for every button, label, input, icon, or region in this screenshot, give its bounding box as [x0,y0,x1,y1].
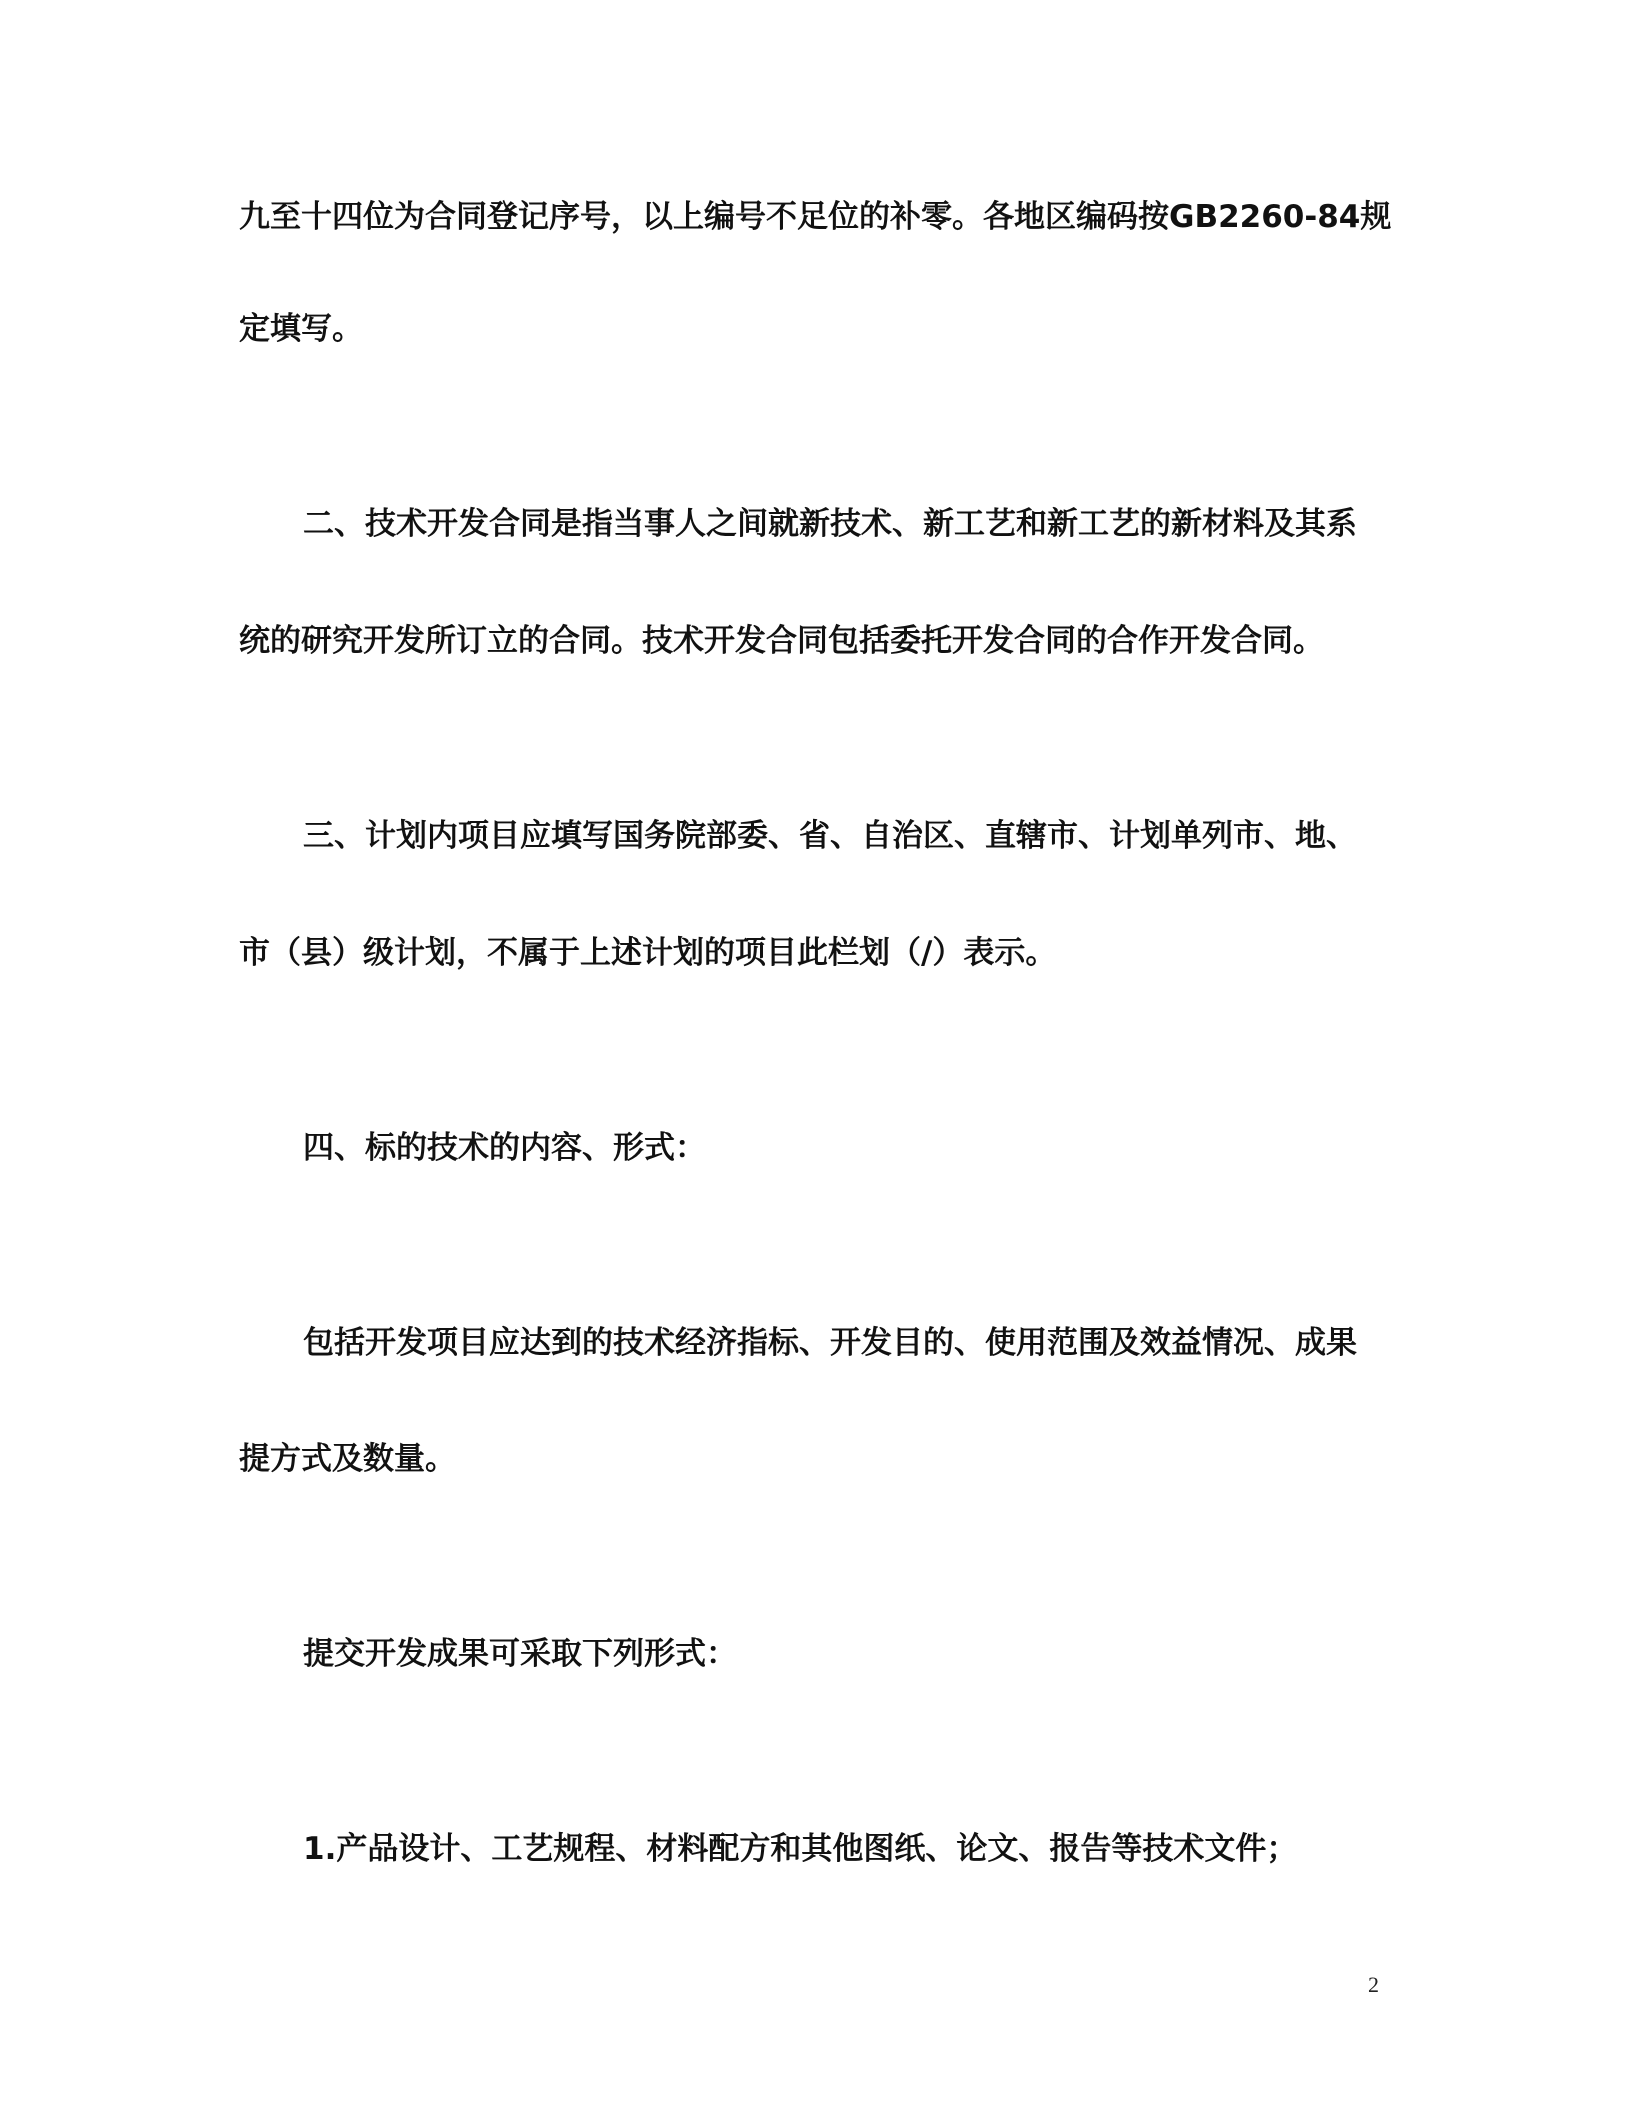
paragraph-1-line-1: 九至十四位为合同登记序号，以上编号不足位的补零。各地区编码按GB2260-84规 [239,199,1392,235]
paragraph-3-line-2: 市（县）级计划，不属于上述计划的项目此栏划（/）表示。 [239,935,1057,971]
paragraph-7-line-1: 1.产品设计、工艺规程、材料配方和其他图纸、论文、报告等技术文件； [303,1831,1298,1867]
paragraph-2-line-1: 二、技术开发合同是指当事人之间就新技术、新工艺和新工艺的新材料及其系 [303,506,1357,542]
paragraph-6-line-1: 提交开发成果可采取下列形式： [303,1636,737,1672]
paragraph-1-line-2: 定填写。 [239,311,363,347]
paragraph-5-line-2: 提方式及数量。 [239,1441,456,1477]
page-number: 2 [1368,1972,1379,1997]
paragraph-2-line-2: 统的研究开发所订立的合同。技术开发合同包括委托开发合同的合作开发合同。 [239,623,1324,659]
paragraph-4-line-1: 四、标的技术的内容、形式： [303,1130,706,1166]
paragraph-3-line-1: 三、计划内项目应填写国务院部委、省、自治区、直辖市、计划单列市、地、 [303,818,1357,854]
paragraph-5-line-1: 包括开发项目应达到的技术经济指标、开发目的、使用范围及效益情况、成果 [303,1325,1357,1361]
